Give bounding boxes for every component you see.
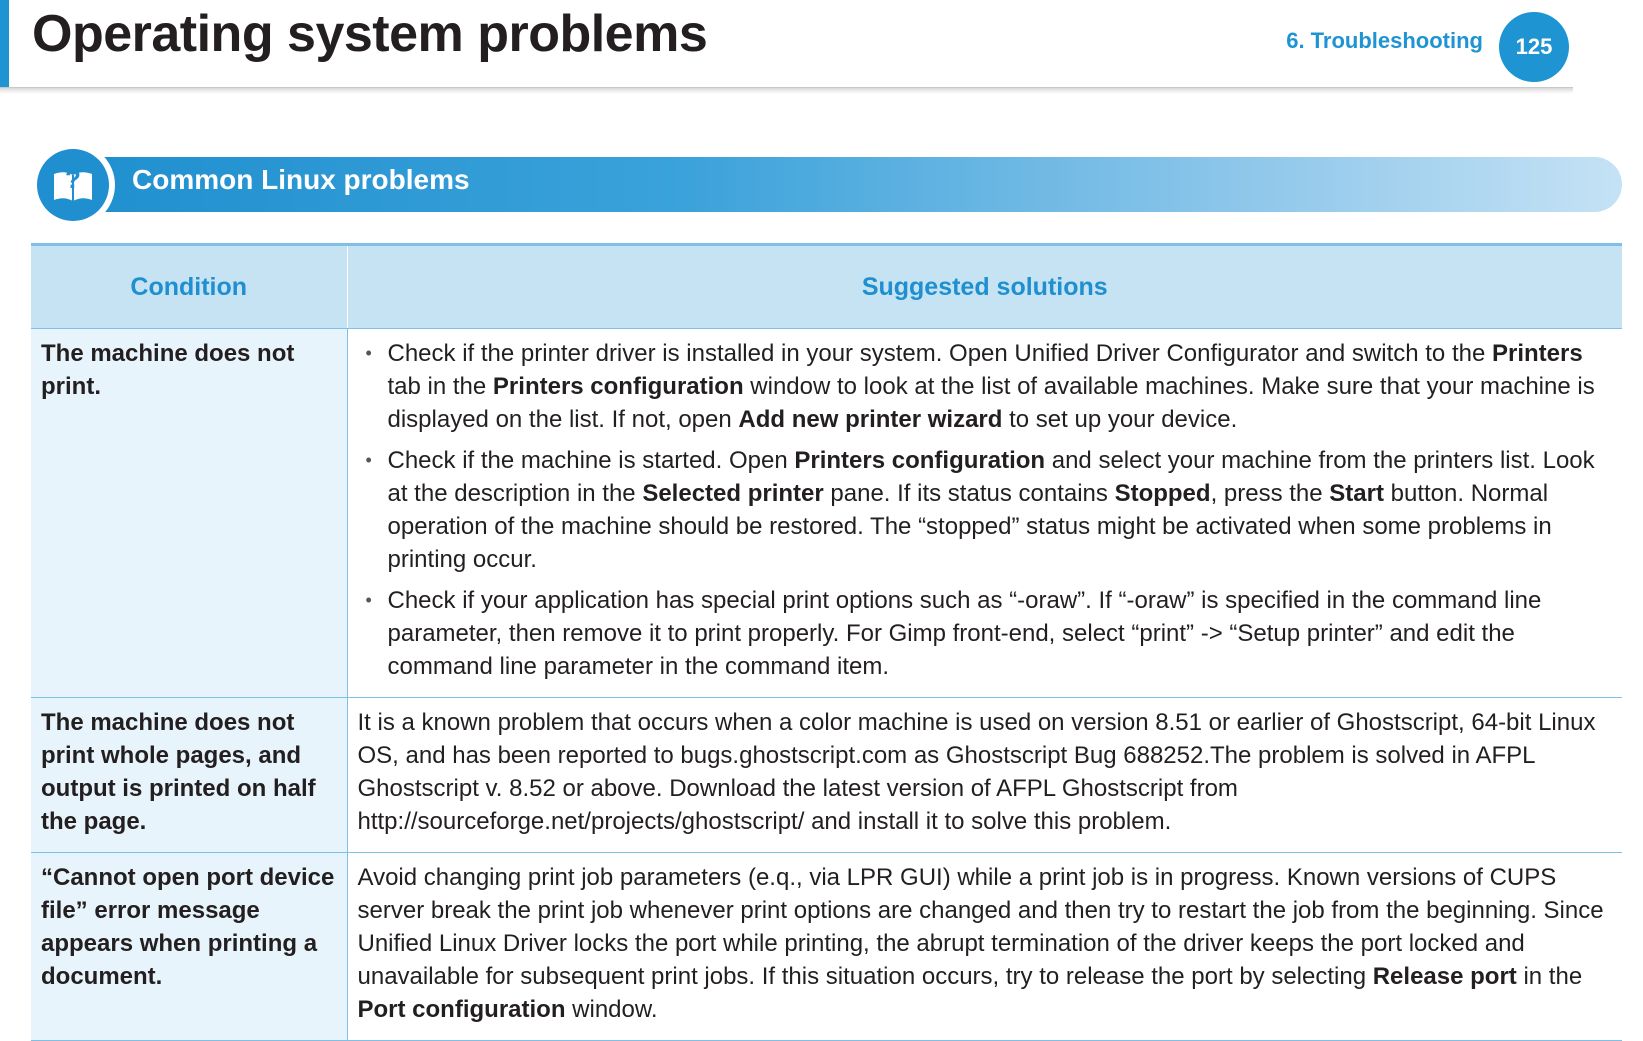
condition-cell: “Cannot open port device file” error message appears when printing a document. [31, 853, 347, 1041]
page-title: Operating system problems [32, 5, 708, 63]
linux-problems-table [31, 243, 1622, 1041]
condition-cell: The machine does not print whole pages, and output is printed on half the page. [31, 698, 347, 853]
list-item: • Check if the machine is started. Open Printers configuration and select your machine from the printers list. Look at the description in the Selected printer pane. If its status contains Stopped, press the Start button. Normal operation of the machine should be restored. The “stopped” status might be activated when some problems in printing occur. [358, 444, 1611, 576]
condition-cell: The machine does not print. [31, 329, 347, 698]
list-item: • Check if the printer driver is installed in your system. Open Unified Driver Configurator and switch to the Printers tab in the Printers configuration window to look at the list of available machines. Make sure that your machine is displayed on the list. If not, open Add new printer wizard to set up your device. [358, 337, 1611, 436]
solution-cell: It is a known problem that occurs when a color machine is used on version 8.51 or earlier of Ghostscript, 64-bit Linux OS, and has been reported to bugs.ghostscript.com as Ghostscript Bug 688252.The problem is solved in AFPL Ghostscript v. 8.52 or above. Download the latest version of AFPL Ghostscript from http://sourceforge.net/projects/ghostscript/ and install it to solve this problem. [347, 698, 1622, 853]
solution-cell [347, 329, 1622, 698]
page-number-badge: 125 [1499, 12, 1569, 82]
table-row [31, 329, 1622, 698]
header-divider [0, 87, 1573, 94]
list-item: • Check if your application has special print options such as “-oraw”. If “-oraw” is specified in the command line parameter, then remove it to print properly. For Gimp front-end, select “print” -> “Setup printer” and edit the command line parameter in the command item. [358, 584, 1611, 683]
solution-list [358, 337, 1611, 683]
header-condition: Condition [31, 245, 347, 329]
table-header-row [31, 245, 1622, 329]
solution-cell: Avoid changing print job parameters (e.q., via LPR GUI) while a print job is in progress. Known versions of CUPS server break the print job whenever print options are changed and then try to restart the job from the beginning. Since Unified Linux Driver locks the port while printing, the abrupt termination of the driver keeps the port locked and unavailable for subsequent print jobs. If this situation occurs, try to release the port by selecting Release port in the Port configuration window. [347, 853, 1622, 1041]
question-book-icon [31, 143, 115, 227]
table-row [31, 853, 1622, 1041]
left-accent-bar [0, 0, 9, 88]
table-row [31, 698, 1622, 853]
chapter-label: 6. Troubleshooting [1286, 28, 1483, 53]
svg-text:?: ? [65, 164, 81, 194]
section-title: Common Linux problems [132, 164, 470, 195]
header-suggested-solutions: Suggested solutions [347, 245, 1622, 329]
